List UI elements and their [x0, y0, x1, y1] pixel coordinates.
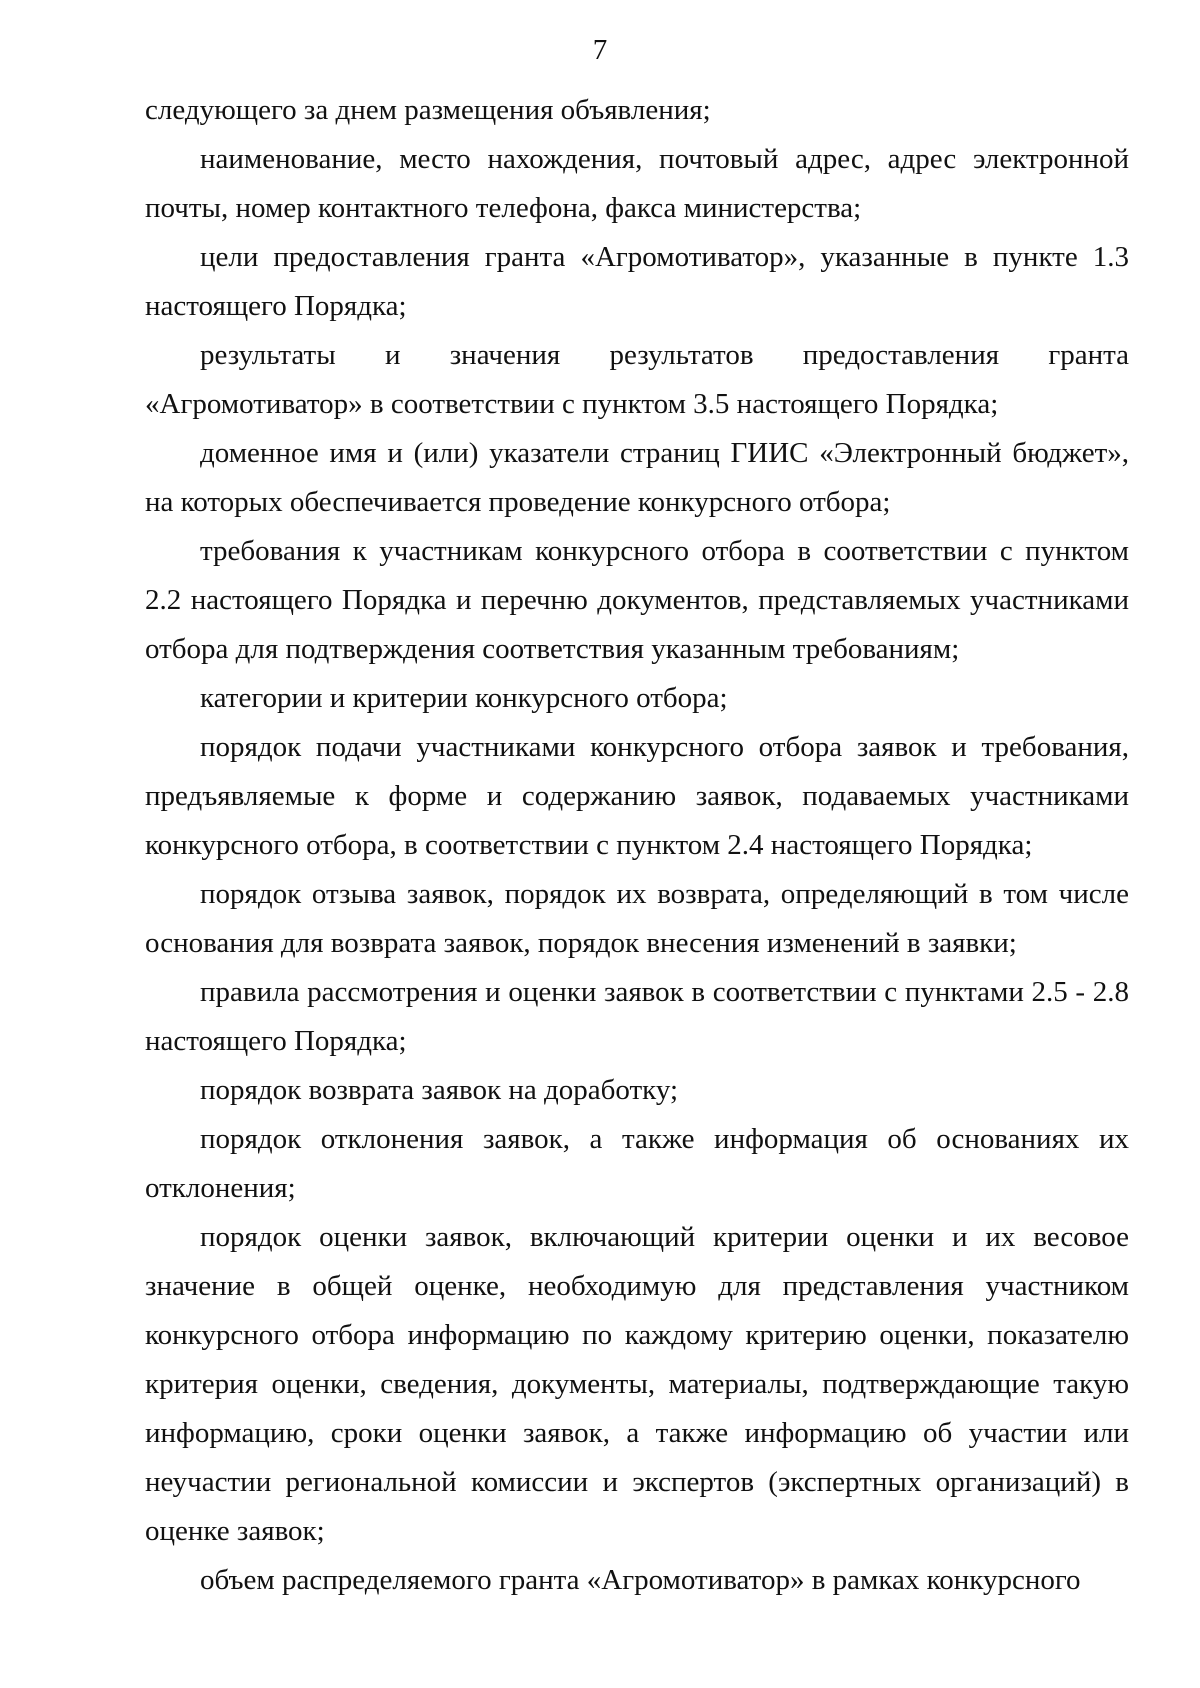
paragraph: объем распределяемого гранта «Агромотиватор» в рамках конкурсного: [200, 1564, 1081, 1596]
paragraph: следующего за днем размещения объявления;: [145, 94, 711, 126]
paragraph: цели предоставления гранта «Агромотиватор», указанные в пункте 1.3 настоящего Порядка;: [145, 241, 1129, 322]
paragraph: порядок возврата заявок на доработку;: [200, 1074, 679, 1106]
paragraph: порядок отзыва заявок, порядок их возврата, определяющий в том числе основания для возврата заявок, порядок внесения изменений в заявки;: [145, 878, 1129, 959]
paragraph: требования к участникам конкурсного отбора в соответствии с пунктом 2.2 настоящего Порядка и перечню документов, представляемых участниками отбора для подтверждения соответствия указанным требованиям;: [145, 535, 1129, 665]
page-number: 7: [592, 34, 608, 66]
paragraph: результаты и значения результатов предоставления гранта «Агромотиватор» в соответствии с пунктом 3.5 настоящего Порядка;: [145, 339, 1129, 420]
paragraph: доменное имя и (или) указатели страниц ГИИС «Электронный бюджет», на которых обеспечивается проведение конкурсного отбора;: [145, 437, 1129, 518]
paragraph: наименование, место нахождения, почтовый адрес, адрес электронной почты, номер контактного телефона, факса министерства;: [145, 143, 1129, 224]
paragraph: порядок оценки заявок, включающий критерии оценки и их весовое значение в общей оценке, необходимую для представления участником конкурсного отбора информацию по каждому критерию оценки, показателю критерия оценки, сведения, документы, материалы, подтверждающие такую информацию, сроки оценки заявок, а также информацию об участии или неучастии региональной комиссии и экспертов (экспертных организаций) в оценке заявок;: [145, 1221, 1129, 1547]
paragraph: порядок отклонения заявок, а также информация об основаниях их отклонения;: [145, 1123, 1129, 1204]
paragraph: категории и критерии конкурсного отбора;: [200, 682, 728, 714]
paragraph: правила рассмотрения и оценки заявок в соответствии с пунктами 2.5 - 2.8 настоящего Порядка;: [145, 976, 1129, 1057]
document-body: [145, 86, 1129, 1605]
paragraph: порядок подачи участниками конкурсного отбора заявок и требования, предъявляемые к форме и содержанию заявок, подаваемых участниками конкурсного отбора, в соответствии с пунктом 2.4 настоящего Порядка;: [145, 731, 1129, 861]
